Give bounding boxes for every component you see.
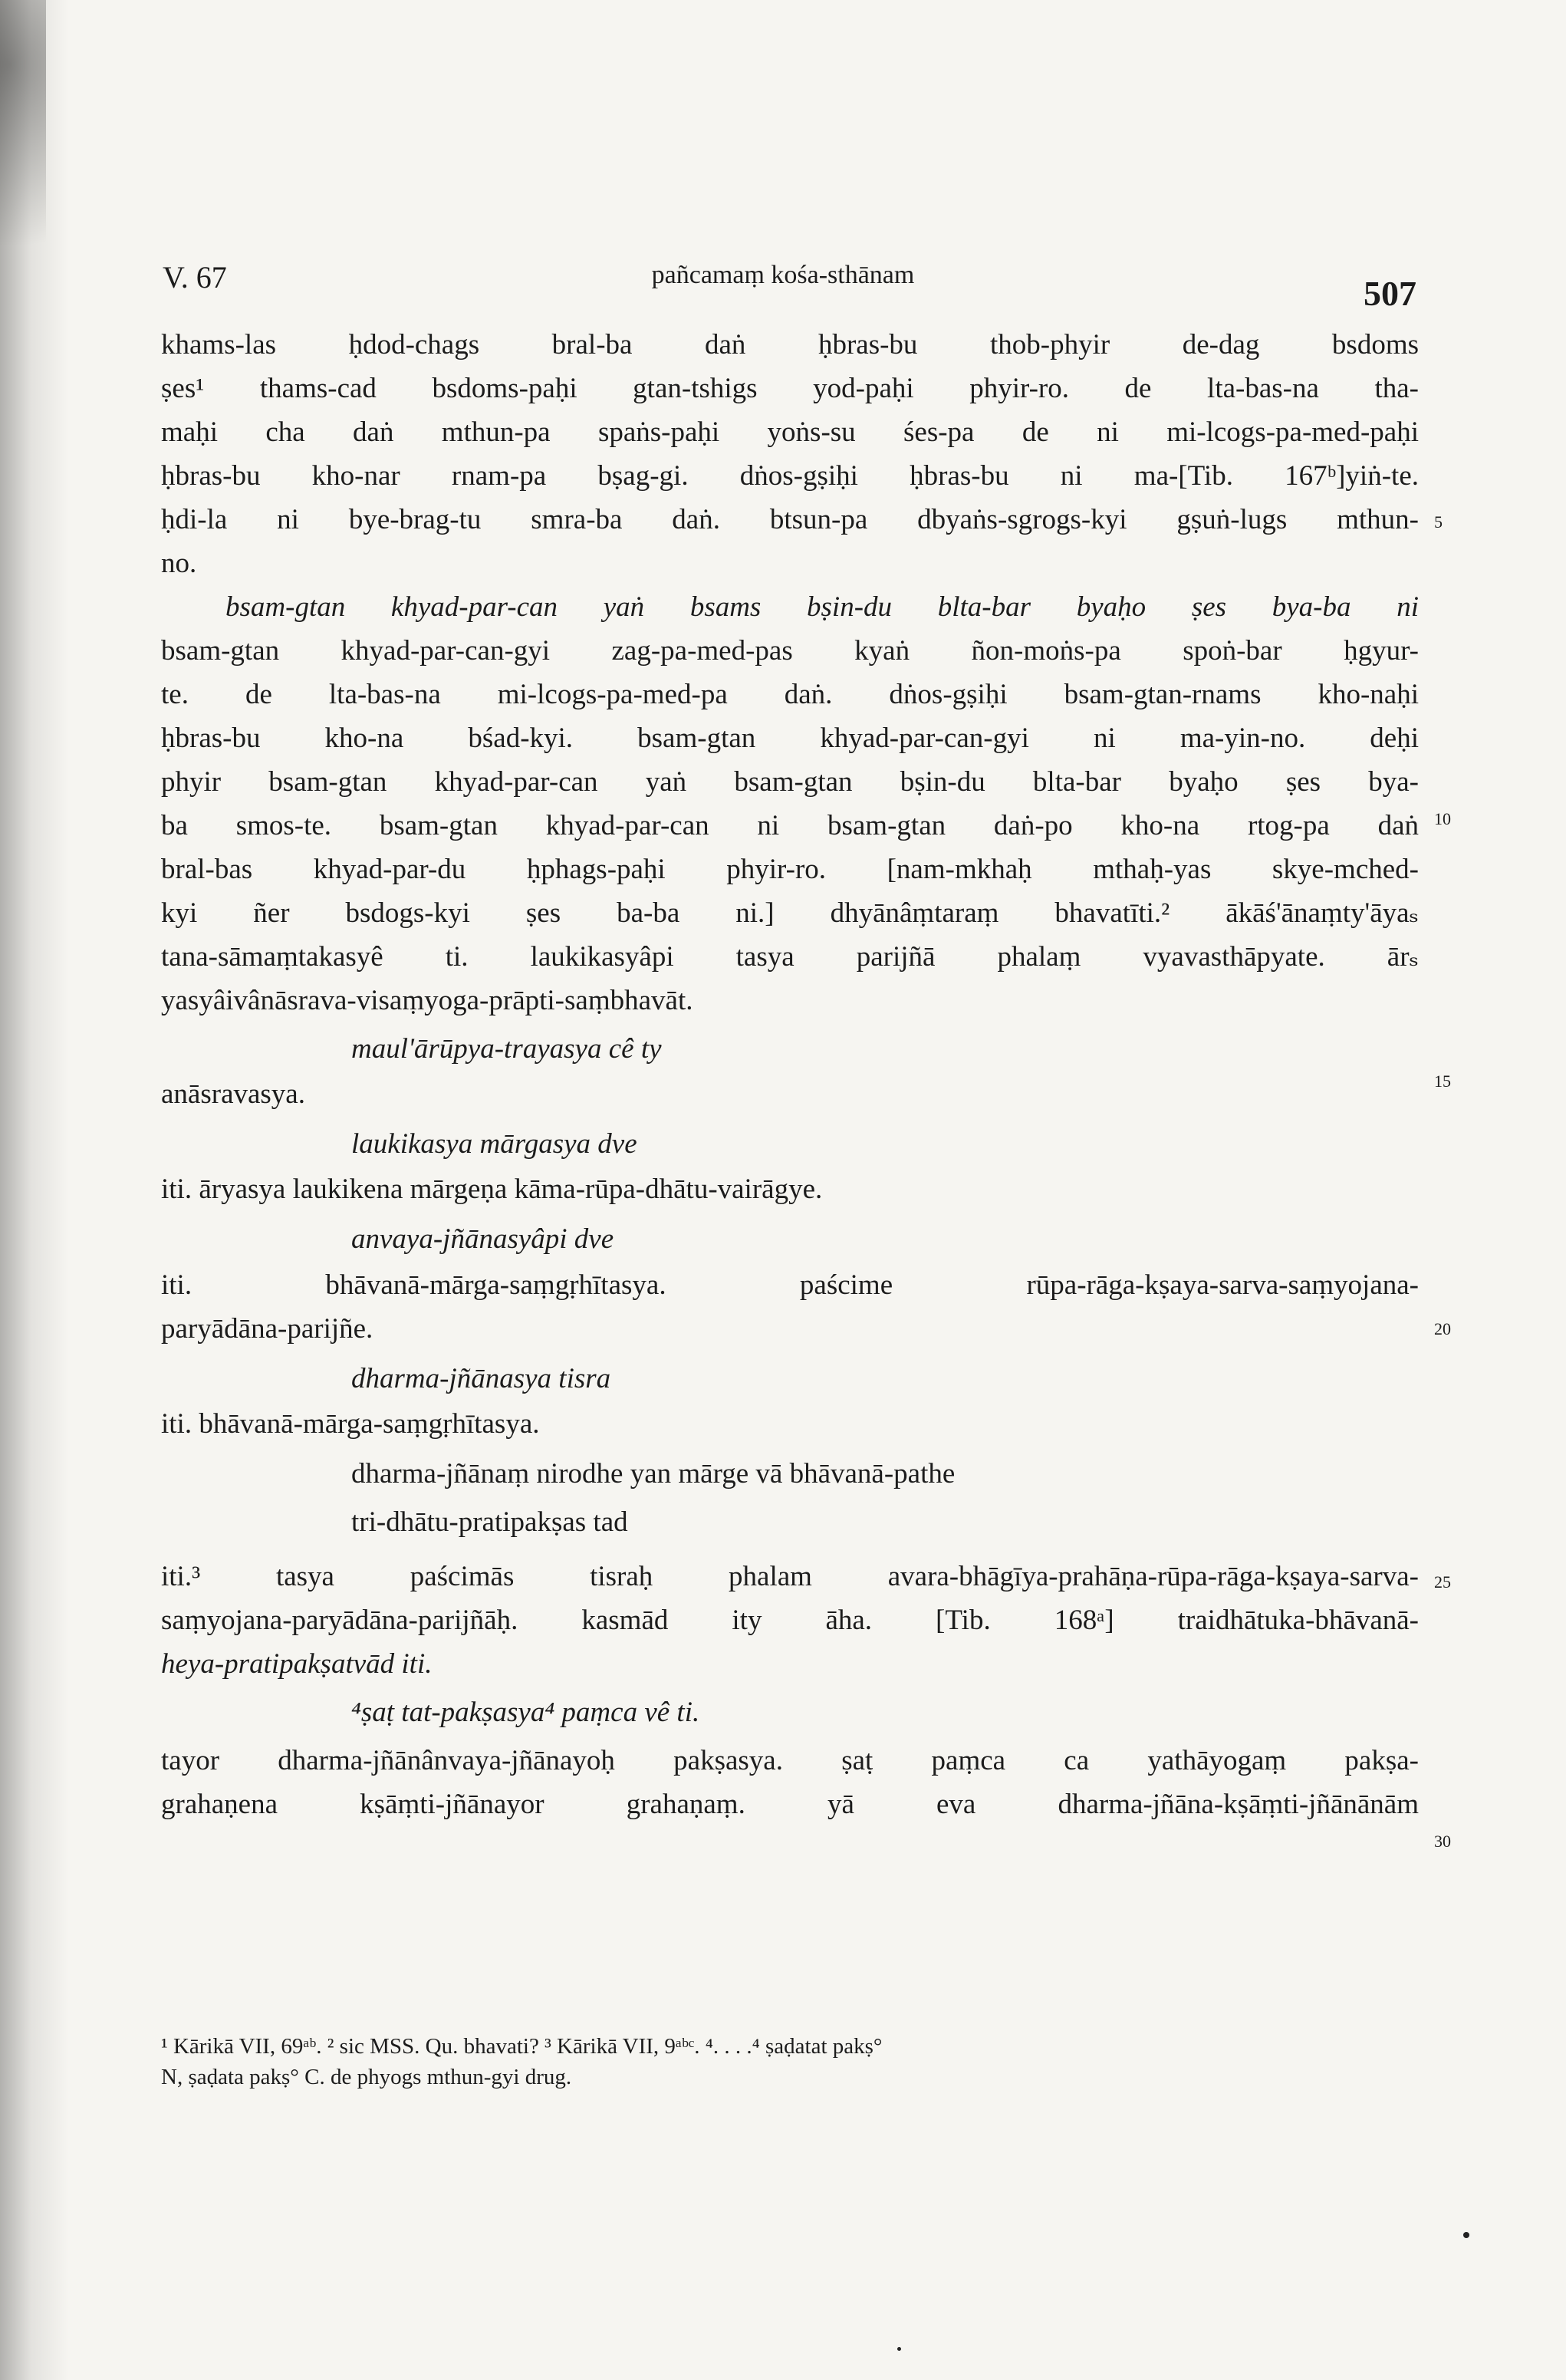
text-line: bsam-gtan khyad-par-can yaṅ bsams bṣin-du blta-bar byaḥo ṣes bya-ba ni bbox=[225, 591, 1419, 623]
text-line: iti. āryasya laukikena mārgeṇa kāma-rūpa-dhātu-vairāgye. bbox=[161, 1174, 823, 1205]
text-line: no. bbox=[161, 548, 197, 579]
text-line: saṃyojana-paryādāna-parijñāḥ. kasmād ity āha. [Tib. 168ᵃ] traidhātuka-bhāvanā- bbox=[161, 1605, 1419, 1636]
margin-line-number: 30 bbox=[1434, 1832, 1451, 1851]
chapter-title: pañcamaṃ kośa-sthānam bbox=[651, 261, 915, 289]
footnote-line: ¹ Kārikā VII, 69ᵃᵇ. ² sic MSS. Qu. bhavati? ³ Kārikā VII, 9ᵃᵇᶜ. ⁴. . . .⁴ ṣaḍatat pakṣ° bbox=[161, 2034, 883, 2059]
scan-speck bbox=[897, 2347, 901, 2351]
scan-speck bbox=[1463, 2232, 1469, 2238]
text-line: ḥbras-bu kho-na bśad-kyi. bsam-gtan khyad-par-can-gyi ni ma-yin-no. deḥi bbox=[161, 723, 1419, 754]
text-line: bral-bas khyad-par-du ḥphags-paḥi phyir-ro. [nam-mkhaḥ mthaḥ-yas skye-mched- bbox=[161, 854, 1419, 885]
margin-line-number: 15 bbox=[1434, 1071, 1451, 1091]
margin-line-number: 10 bbox=[1434, 809, 1451, 828]
text-line: anāsravasya. bbox=[161, 1078, 305, 1110]
text-line: ḥdi-la ni bye-brag-tu smra-ba daṅ. btsun-pa dbyaṅs-sgrogs-kyi gṣuṅ-lugs mthun- bbox=[161, 504, 1419, 535]
text-line: khams-las ḥdod-chags bral-ba daṅ ḥbras-bu thob-phyir de-dag bsdoms bbox=[161, 329, 1419, 360]
text-line: iti.³ tasya paścimās tisraḥ phalam avara-bhāgīya-prahāṇa-rūpa-rāga-kṣaya-sarva- bbox=[161, 1561, 1419, 1592]
page-edge-shadow bbox=[0, 0, 69, 2380]
margin-line-number: 20 bbox=[1434, 1319, 1451, 1338]
margin-line-number: 5 bbox=[1434, 512, 1443, 532]
page-number: 507 bbox=[1364, 274, 1416, 313]
verse-line: laukikasya mārgasya dve bbox=[351, 1128, 637, 1160]
text-line: ḥbras-bu kho-nar rnam-pa bṣag-gi. dṅos-gṣiḥi ḥbras-bu ni ma-[Tib. 167ᵇ]yiṅ-te. bbox=[161, 460, 1419, 492]
text-line: heya-pratipakṣatvād iti. bbox=[161, 1648, 433, 1680]
text-line: phyir bsam-gtan khyad-par-can yaṅ bsam-gtan bṣin-du blta-bar byaḥo ṣes bya- bbox=[161, 766, 1419, 798]
verse-line: anvaya-jñānasyâpi dve bbox=[351, 1223, 614, 1255]
text-line: maḥi cha daṅ mthun-pa spaṅs-paḥi yoṅs-su śes-pa de ni mi-lcogs-pa-med-paḥi bbox=[161, 416, 1419, 448]
margin-line-number: 25 bbox=[1434, 1572, 1451, 1592]
verse-line: maul'ārūpya-trayasya cê ty bbox=[351, 1033, 662, 1065]
verse-line: ⁴ṣaṭ tat-pakṣasya⁴ paṃca vê ti. bbox=[351, 1697, 700, 1728]
text-line: ba smos-te. bsam-gtan khyad-par-can ni bsam-gtan daṅ-po kho-na rtog-pa daṅ bbox=[161, 810, 1419, 841]
text-line: iti. bhāvanā-mārga-saṃgṛhītasya. bbox=[161, 1408, 540, 1440]
verse-reference: V. 67 bbox=[163, 260, 227, 295]
verse-line: dharma-jñānasya tisra bbox=[351, 1363, 611, 1394]
text-line: yasyâivânāsrava-visaṃyoga-prāpti-saṃbhavāt. bbox=[161, 985, 693, 1016]
verse-line: tri-dhātu-pratipakṣas tad bbox=[351, 1506, 628, 1538]
footnote-line: N, ṣaḍata pakṣ° C. de phyogs mthun-gyi drug. bbox=[161, 2065, 572, 2089]
text-line: kyi ñer bsdogs-kyi ṣes ba-ba ni.] dhyānâṃtaraṃ bhavatīti.² ākāś'ānaṃty'āyaₛ bbox=[161, 897, 1419, 929]
verse-line: dharma-jñānaṃ nirodhe yan mārge vā bhāvanā-pathe bbox=[351, 1458, 956, 1490]
text-line: te. de lta-bas-na mi-lcogs-pa-med-pa daṅ. dṅos-gṣiḥi bsam-gtan-rnams kho-naḥi bbox=[161, 679, 1419, 710]
text-line: grahaṇena kṣāṃti-jñānayor grahaṇaṃ. yā eva dharma-jñāna-kṣāṃti-jñānānām bbox=[161, 1789, 1419, 1820]
text-line: iti. bhāvanā-mārga-saṃgṛhītasya. paścime rūpa-rāga-kṣaya-sarva-saṃyojana- bbox=[161, 1269, 1419, 1301]
text-line: tayor dharma-jñānânvaya-jñānayoḥ pakṣasya. ṣaṭ paṃca ca yathāyogaṃ pakṣa- bbox=[161, 1745, 1419, 1776]
running-header bbox=[0, 259, 1566, 313]
text-line: tana-sāmaṃtakasyê ti. laukikasyâpi tasya parijñā phalaṃ vyavasthāpyate. ārₛ bbox=[161, 941, 1419, 973]
text-line: paryādāna-parijñe. bbox=[161, 1313, 373, 1345]
text-line: ṣes¹ thams-cad bsdoms-paḥi gtan-tshigs yod-paḥi phyir-ro. de lta-bas-na tha- bbox=[161, 373, 1419, 404]
text-line: bsam-gtan khyad-par-can-gyi zag-pa-med-pas kyaṅ ñon-moṅs-pa spoṅ-bar ḥgyur- bbox=[161, 635, 1419, 667]
